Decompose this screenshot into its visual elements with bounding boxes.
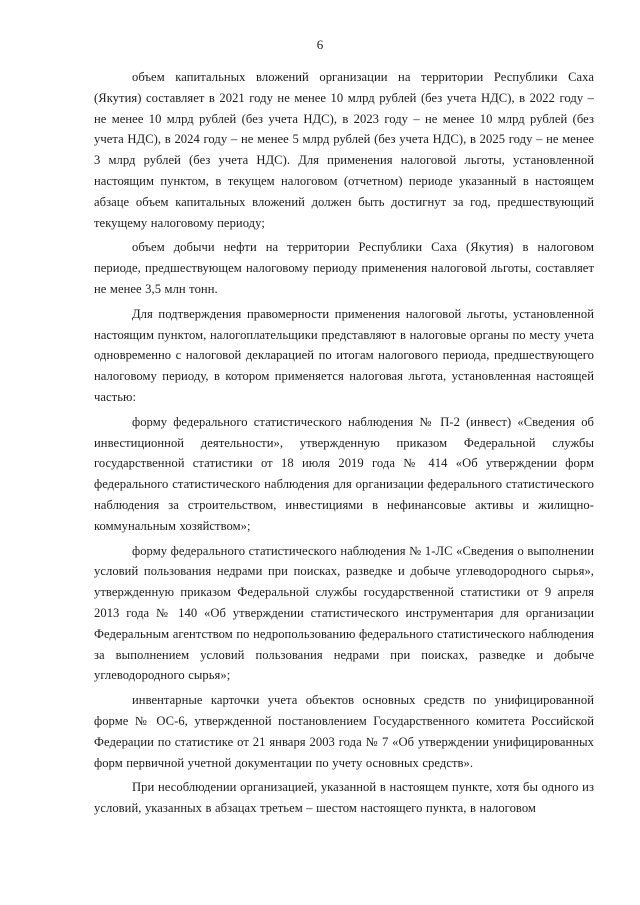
document-body (94, 67, 594, 823)
paragraph-confirmation-documents: Для подтверждения правомерности применения налоговой льготы, установленной настоящим пунктом, налогоплательщики представляют в налоговые органы по месту учета одновременно с налоговой декларацией по итогам налогового периода, предшествующего налоговому периоду, в котором применяется налоговая льгота, установленная настоящей частью: (94, 306, 594, 404)
page-number: 6 (316, 37, 324, 52)
paragraph-form-1ls: форму федерального статистического наблюдения № 1-ЛС «Сведения о выполнении условий пользования недрами при поисках, разведке и добыче углеводородного сырья», утвержденную приказом Федеральной службы государственной статистики от 9 апреля 2013 года № 140 «Об утверждении статистического инструментария для организации Федеральным агентством по недропользованию федерального статистического наблюдения за выполнением условий пользования недрами при поисках, разведке и добыче углеводородного сырья»; (94, 543, 594, 683)
paragraph-capital-investment: объем капитальных вложений организации на территории Республики Саха (Якутия) составляет в 2021 году не менее 10 млрд рублей (без учета НДС), в 2022 году – не менее 10 млрд рублей (без учета НДС), в 2023 году – не менее 10 млрд рублей (без учета НДС), в 2024 году – не менее 5 млрд рублей (без учета НДС), в 2025 году – не менее 3 млрд рублей (без учета НДС). Для применения налоговой льготы, установленной настоящим пунктом, в текущем налоговом (отчетном) периоде указанный в настоящем абзаце объем капитальных вложений должен быть достигнут за год, предшествующий текущему налоговому периоду; (94, 70, 594, 230)
paragraph-non-compliance: При несоблюдении организацией, указанной в настоящем пункте, хотя бы одного из условий, указанных в абзацах третьем – шестом настоящего пункта, в налоговом (94, 780, 594, 816)
paragraph-oil-production: объем добычи нефти на территории Республики Саха (Якутия) в налоговом периоде, предшествующем налоговому периоду применения налоговой льготы, составляет не менее 3,5 млн тонн. (94, 240, 594, 296)
paragraph-inventory-cards-os6: инвентарные карточки учета объектов основных средств по унифицированной форме № ОС-6, утвержденной постановлением Государственного комитета Российской Федерации по статистике от 21 января 2003 года № 7 «Об утверждении унифицированных форм первичной учетной документации по учету основных средств». (94, 693, 594, 770)
paragraph-form-p2-invest: форму федерального статистического наблюдения № П-2 (инвест) «Сведения об инвестиционной деятельности», утвержденную приказом Федеральной службы государственной статистики от 18 июля 2019 года № 414 «Об утверждении форм федерального статистического наблюдения для организации федерального статистического наблюдения за строительством, инвестициями в нефинансовые активы и жилищно-коммунальным хозяйством»; (94, 414, 594, 533)
